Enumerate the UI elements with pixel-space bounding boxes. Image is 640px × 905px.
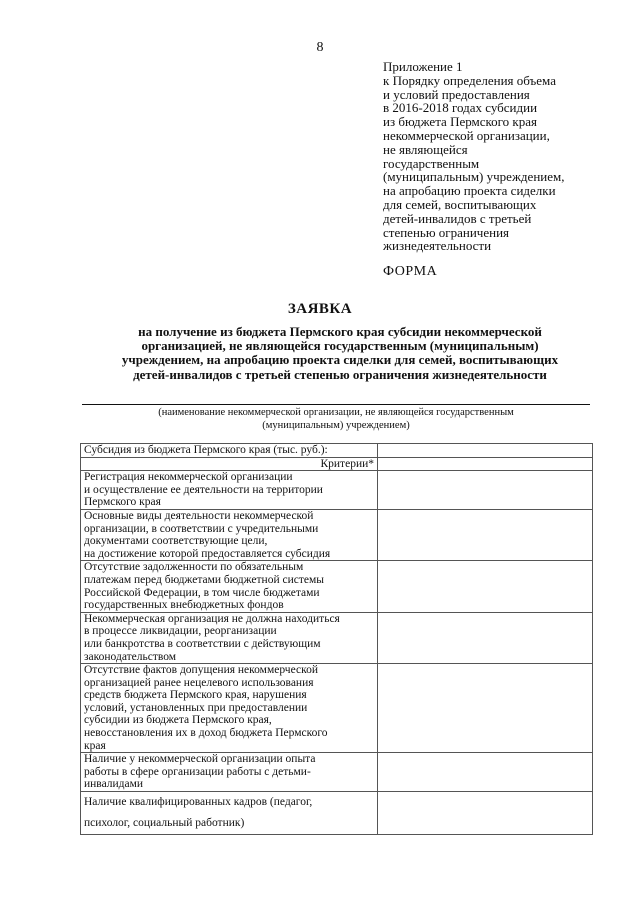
criteria-header-row: [81, 457, 593, 471]
appendix-line: для семей, воспитывающих: [383, 196, 537, 212]
subsidy-label: Субсидия из бюджета Пермского края (тыс. руб.):: [81, 444, 378, 458]
table-row: [81, 471, 593, 510]
table-row: [81, 753, 593, 792]
subsidy-value-cell[interactable]: [378, 444, 593, 458]
criterion-label: Наличие квалифицированных кадров (педагог, психолог, социальный работник): [81, 792, 378, 835]
organization-name-field[interactable]: [82, 404, 590, 405]
criterion-value-cell[interactable]: [378, 664, 593, 753]
appendix-line: Приложение 1: [383, 59, 463, 74]
criterion-value-cell[interactable]: [378, 509, 593, 560]
appendix-note: [383, 60, 623, 253]
table-row: [81, 612, 593, 663]
appendix-line: и условий предоставления: [383, 86, 530, 102]
criterion-value-cell[interactable]: [378, 471, 593, 510]
subject-line: детей-инвалидов с третьей степенью ограничения жизнедеятельности: [133, 366, 547, 382]
appendix-line: в 2016-2018 годах субсидии: [383, 100, 538, 116]
appendix-line: жизнедеятельности: [383, 238, 492, 254]
appendix-line: не являющейся: [383, 141, 468, 157]
criterion-value-cell[interactable]: [378, 561, 593, 612]
caption-line: (наименование некоммерческой организации, не являющейся государственным: [158, 407, 514, 418]
appendix-line: к Порядку определения объема: [383, 72, 556, 88]
criterion-label: Регистрация некоммерческой организации и осуществление ее деятельности на территории Пермского края: [81, 471, 378, 510]
table-row: [81, 509, 593, 560]
table-row: [81, 561, 593, 612]
subsidy-row: [81, 444, 593, 458]
criterion-label: Отсутствие фактов допущения некоммерческой организацией ранее нецелевого использования средств бюджета Пермского края, нарушения условий, установленных при предоставлении субсидии из бюджета Пермского края, невосстановления их в доход бюджета Пермского края: [81, 664, 378, 753]
appendix-line: (муниципальным) учреждением,: [383, 169, 565, 185]
organization-name-caption: [80, 406, 592, 432]
table-row: [81, 792, 593, 835]
appendix-line: степенью ограничения: [383, 224, 510, 240]
appendix-line: государственным: [383, 155, 480, 171]
criteria-header: Критерии*: [81, 457, 378, 471]
subject-line: учреждением, на апробацию проекта сиделки для семей, воспитывающих: [121, 352, 559, 368]
appendix-line: детей-инвалидов с третьей: [383, 210, 532, 226]
criterion-label: Отсутствие задолженности по обязательным платежам перед бюджетами бюджетной системы Российской Федерации, в том числе бюджетами государственных внебюджетных фондов: [81, 561, 378, 612]
subject-line: организацией, не являющейся государственным (муниципальным): [141, 338, 539, 354]
criterion-label: Наличие у некоммерческой организации опыта работы в сфере организации работы с детьми- инвалидами: [81, 753, 378, 792]
appendix-line: на апробацию проекта сиделки: [383, 183, 556, 199]
criterion-label: Основные виды деятельности некоммерческой организации, в соответствии с учредительными документами соответствующие цели, на достижение которой предоставляется субсидия: [81, 509, 378, 560]
caption-line: (муниципальным) учреждением): [262, 420, 410, 431]
criteria-table: [80, 443, 593, 835]
criterion-value-cell[interactable]: [378, 792, 593, 835]
criterion-value-cell[interactable]: [378, 753, 593, 792]
criteria-header-value-cell: [378, 457, 593, 471]
form-label: ФОРМА: [383, 264, 438, 279]
table-row: [81, 664, 593, 753]
criterion-value-cell[interactable]: [378, 612, 593, 663]
criterion-label: Некоммерческая организация не должна находиться в процессе ликвидации, реорганизации или банкротства в соответствии с действующим законодательством: [81, 612, 378, 663]
subject-line: на получение из бюджета Пермского края субсидии некоммерческой: [138, 324, 542, 339]
document-title: ЗАЯВКА: [287, 301, 353, 317]
appendix-line: некоммерческой организации,: [383, 127, 550, 143]
document-subject: [80, 325, 600, 382]
page-number: 8: [316, 40, 324, 55]
appendix-line: из бюджета Пермского края: [383, 114, 538, 130]
